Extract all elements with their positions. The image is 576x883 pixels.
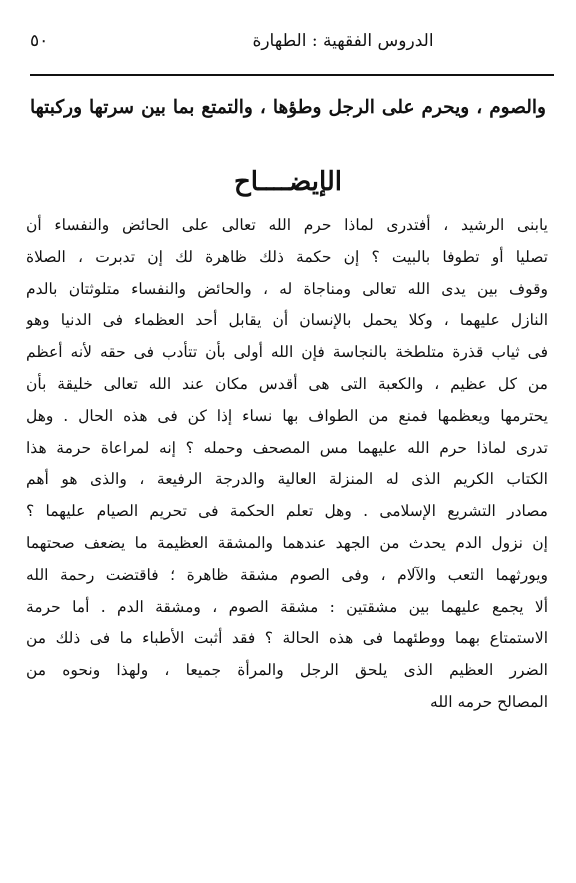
body-line: الكتاب الكريم الذى له المنزلة العالية والدرجة الرفيعة ، والذى هو أهم [26,470,548,489]
body-line: تصليا أو تطوفا بالبيت ؟ إن حكمة ذلك ظاهرة لك إن تدبرت ، الصلاة [26,247,548,266]
body-line: ألا يجمع عليهما بين مشقتين : مشقة الصوم ، ومشقة الدم . أما حرمة [26,597,548,616]
header-rule [30,74,554,76]
body-line: يابنى الرشيد ، أفتدرى لماذا حرم الله تعالى على الحائض والنفساء أن [26,216,548,234]
body-line: مصادر التشريع الإسلامى . وهل تعلم الحكمة فى تحريم الصيام عليهما ؟ [26,502,548,521]
body-line: إن نزول الدم يحدث من الجهد عندهما والمشقة العظيمة ما يضعف صحتهما [26,533,548,552]
body-line: الاستمتاع بهما ووطئهما فى هذه الحالة ؟ فقد أثبت الأطباء ما فى ذلك من [26,629,548,648]
page-number: ٥٠ [30,31,49,51]
body-line: وقوف بين يدى الله تعالى ومناجاة له ، والحائض والنفساء متلوثتان بالدم [26,279,548,298]
body-line: الضرر العظيم الذى يلحق الرجل والمرأة جميعا ، ولهذا ونحوه من [26,661,548,680]
body-line: فى ثياب قذرة متلطخة بالنجاسة فإن الله أولى بأن تتأدب فى حقه لأنه أعظم [26,343,548,362]
body-line: ويورثهما التعب والآلام ، وفى الصوم مشقة ظاهرة ؛ فاقتضت رحمة الله [26,565,548,584]
verse-text: والصوم ، ويحرم على الرجل وطؤها ، والتمتع بما بين سرتها وركبتها [30,97,546,118]
section-heading: الإيضــــاح [233,167,343,197]
body-line: المصالح حرمه الله [430,692,548,711]
body-text [26,210,548,719]
body-line: تدرى لماذا حرم الله عليهما مس المصحف وحمله ؟ إنه لمراعاة حرمة هذا [26,438,548,457]
body-line: يحترمها ويعظمها فمنع من الطواف بها نساء إذا كن فى هذه الحال . وهل [26,406,548,425]
running-header [30,28,546,54]
running-title: الدروس الفقهية : الطهارة [252,31,434,51]
body-line: من كل عظيم ، والكعبة التى هى أقدس مكان عند الله تعالى خليقة بأن [26,374,548,393]
body-line: النازل عليهما ، وكلا يحمل بالإنسان أن يقابل أحد العظماء فى الدنيا وهو [26,311,548,330]
